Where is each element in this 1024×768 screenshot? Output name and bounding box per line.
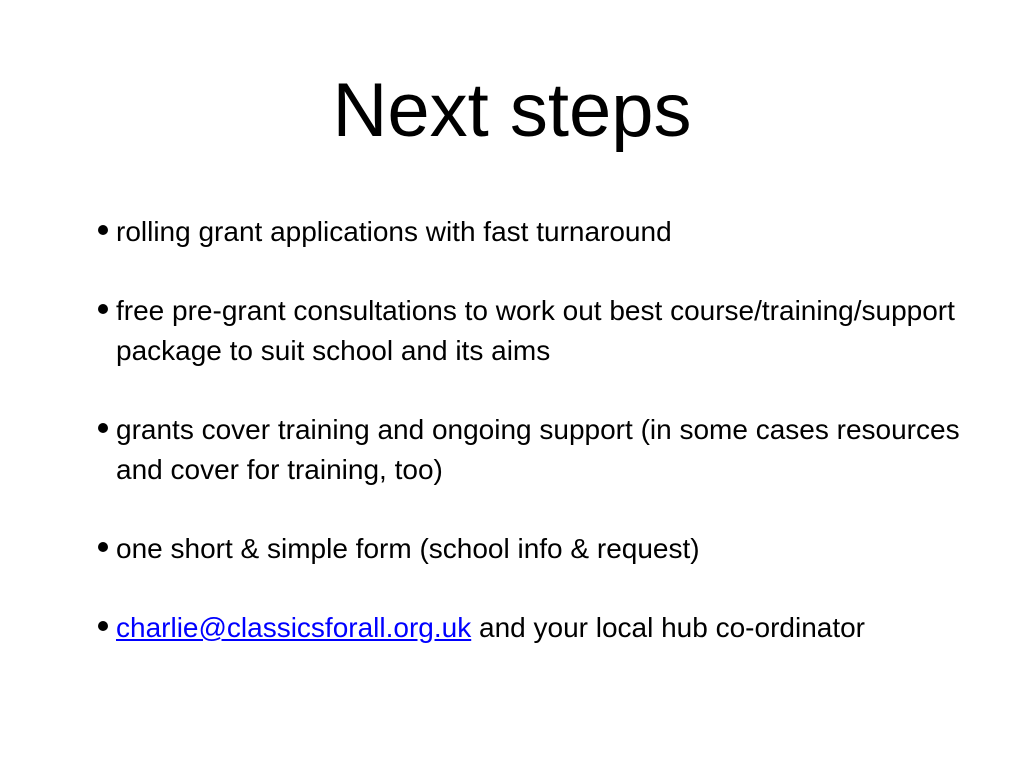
bullet-list: [98, 212, 978, 648]
bullet-dot-icon: [98, 542, 108, 552]
bullet-item: [98, 410, 978, 490]
bullet-text: grants cover training and ongoing support (in some cases resources and cover for training, too): [116, 414, 960, 485]
bullet-dot-icon: [98, 304, 108, 314]
bullet-item: [98, 608, 978, 648]
bullet-text: free pre-grant consultations to work out best course/training/support package to suit school and its aims: [116, 295, 955, 366]
email-link[interactable]: charlie@classicsforall.org.uk: [116, 612, 472, 643]
slide-title: Next steps: [332, 68, 692, 153]
bullet-dot-icon: [98, 225, 108, 235]
bullet-dot-icon: [98, 621, 108, 631]
bullet-item: [98, 291, 978, 371]
bullet-text: rolling grant applications with fast turnaround: [116, 216, 672, 247]
bullet-text: one short & simple form (school info & request): [116, 533, 700, 564]
bullet-dot-icon: [98, 423, 108, 433]
bullet-item: [98, 212, 978, 252]
bullet-text: and your local hub co-ordinator: [471, 612, 866, 643]
bullet-item: [98, 529, 978, 569]
